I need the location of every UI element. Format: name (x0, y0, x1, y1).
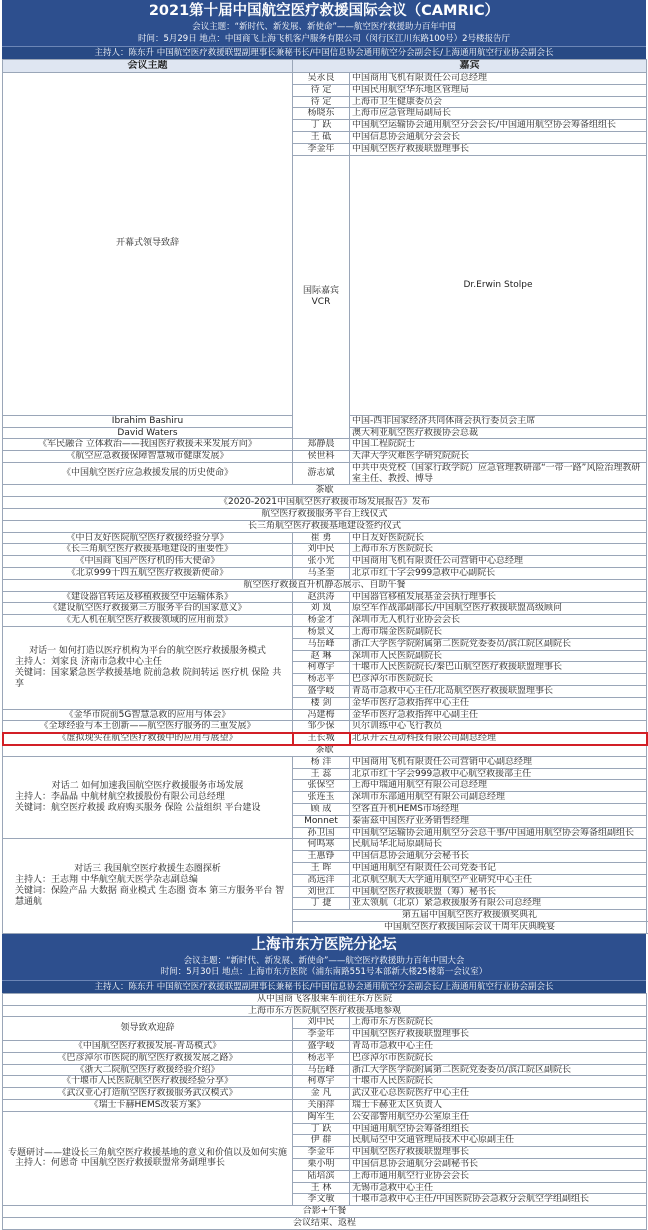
session-topic (3, 721, 293, 733)
speaker-title: 原空军作战部副部长/中国航空医疗救援联盟高级顾问 (350, 603, 647, 615)
speaker-title: 中国通用航空有限责任公司党委书记 (350, 862, 647, 874)
topic-title: 领导致欢迎辞 (120, 1023, 175, 1034)
agenda-item: 茶歇 (3, 485, 647, 497)
session-topic (3, 1017, 293, 1041)
speaker-name: 张连玉 (293, 792, 350, 804)
topic-title: 《巴彦淖尔市医院的航空医疗救援发展之路》 (57, 1052, 238, 1063)
speaker-row (3, 1088, 647, 1100)
speaker-title: 天津大学灾难医学研究院院长 (350, 451, 647, 463)
agenda-item-row (3, 520, 647, 532)
speaker-name: 游志斌 (293, 462, 350, 485)
speaker-row (3, 839, 647, 851)
speaker-row (3, 1076, 647, 1088)
session-topic (3, 756, 293, 839)
speaker-title: 金华市医疗急救指挥中心主任 (350, 697, 647, 709)
session-topic (3, 839, 293, 933)
speaker-name: Dr.Erwin Stolpe (350, 155, 647, 415)
speaker-name: 关丽萍 (293, 1099, 350, 1111)
session-topic (3, 462, 293, 485)
speaker-name: 顾 成 (293, 804, 350, 816)
topic-title: 《建设航空医疗救援第三方服务平台的国家意义》 (48, 603, 247, 614)
speaker-name: 崔 勇 (293, 532, 350, 544)
speaker-row (3, 439, 647, 451)
agenda-item: 航空医疗救援服务平台上线仪式 (3, 509, 647, 521)
speaker-title: 无锡市急救中心主任 (350, 1182, 647, 1194)
speaker-name: 王 蕊 (293, 768, 350, 780)
speaker-name: 杨志平 (293, 674, 350, 686)
speaker-name: 孙卫国 (293, 827, 350, 839)
agenda-item-row (3, 1005, 647, 1017)
speaker-title: 中国航空医疗救援联盟（筹）秘书长 (350, 886, 647, 898)
speaker-name: 陆培滨 (293, 1170, 350, 1182)
agenda-item-row (3, 485, 647, 497)
speaker-name: 李文敏 (293, 1194, 350, 1206)
speaker-name: 王 砥 (293, 131, 350, 143)
speaker-title: 上海市东方医院院长 (350, 544, 647, 556)
speaker-name: 李金年 (293, 1147, 350, 1159)
speaker-name: 马圣奎 (293, 568, 350, 580)
speaker-title: 深圳市东部通用航空有限公司副总经理 (350, 792, 647, 804)
agenda-item-row (3, 509, 647, 521)
agenda-table (2, 59, 647, 934)
topic-title: 《建设器官转运及移植救援空中运输体系》 (61, 591, 233, 602)
speaker-name: 柯尊宇 (293, 1076, 350, 1088)
speaker-title: 浙江大学医学院附属第二医院党委委员/滨江院区副院长 (350, 638, 647, 650)
session-topic (3, 709, 293, 721)
speaker-title: 瑞士卡赫亚太区负责人 (350, 1099, 647, 1111)
topic-title: 对话一 如何打造以医疗机构为平台的航空医疗救援服务模式 (29, 646, 266, 657)
session-topic (3, 1052, 293, 1064)
topic-title: 《武汉亚心打造航空医疗救援服务武汉模式》 (57, 1088, 238, 1099)
speaker-title: 浙江大学医学院附属第二医院党委委员/滨江院区副院长 (350, 1064, 647, 1076)
speaker-title: 中国信息协会通航分会副秘书长 (350, 1158, 647, 1170)
speaker-name: 丁 捷 (293, 898, 350, 910)
speaker-title: 泰雷兹中国医疗业务销售经理 (350, 815, 647, 827)
speaker-name: 李金年 (293, 143, 350, 155)
speaker-row (3, 721, 647, 733)
speaker-title: 青岛市急救中心主任/北岛航空医疗救援联盟理事长 (350, 686, 647, 698)
speaker-name: 郑静晨 (293, 439, 350, 451)
speaker-title: 上海市卫生健康委员会 (350, 96, 647, 108)
session-topic (3, 1088, 293, 1100)
agenda-item: 中国航空医疗救援国际会议十周年庆典晚宴 (293, 921, 647, 933)
speaker-row (3, 733, 647, 745)
speaker-name: 刘 岚 (293, 603, 350, 615)
speaker-name: 侯世科 (293, 451, 350, 463)
speaker-name: 马岳峰 (293, 1064, 350, 1076)
topic-title: 《中国航空医疗应急救援发展的历史使命》 (61, 468, 233, 479)
agenda-item: 合影+午餐 (3, 1206, 647, 1218)
speaker-title: 民航局空中交通管理局技术中心原副主任 (350, 1135, 647, 1147)
speaker-title: 中国商用飞机有限责任公司营销中心总经理 (350, 556, 647, 568)
speaker-name: 马岳峰 (293, 638, 350, 650)
speaker-row (3, 544, 647, 556)
speaker-title: 巴彦淖尔市医院院长 (350, 1052, 647, 1064)
session-topic (3, 1040, 293, 1052)
speaker-name: 盛学岐 (293, 1040, 350, 1052)
session-topic (3, 439, 293, 451)
speaker-row (3, 1111, 647, 1123)
speaker-name: 楼 剑 (293, 697, 350, 709)
session-topic (293, 155, 350, 439)
speaker-title: 深圳市无人机行业协会会长 (350, 615, 647, 627)
topic-title: 对话二 如何加速我国航空医疗救援服务市场发展 (51, 781, 244, 792)
agenda-item: 茶歇 (3, 745, 647, 757)
speaker-title: 上海中瑞通用航空有限公司总经理 (350, 780, 647, 792)
topic-detail: 主持人：何恩奇 中国航空医疗救援联盟常务副理事长 (15, 1158, 225, 1169)
conference-title: 2021第十届中国航空医疗救援国际会议（CAMRIC） (148, 3, 500, 19)
conference-theme: 会议主题：“新时代、新发展、新使命”——航空医疗救援助力百年中国 (192, 22, 456, 32)
topic-title: 《瑞士卡赫HEMS改装方案》 (89, 1099, 206, 1110)
speaker-row (3, 756, 647, 768)
speaker-title: 中国工程院院士 (350, 439, 647, 451)
speaker-title: 中国航空医疗救援联盟理事长 (350, 1147, 647, 1159)
conference-hosts: 主持人：陈东升 中国航空医疗救援联盟副理事长兼秘书长/中国信息协会通用航空分会副会长/上海通用航空行业协会副会长 (2, 46, 646, 59)
speaker-title: 十堰市人民医院院长/秦巴山航空医疗救援联盟理事长 (350, 662, 647, 674)
speaker-row (3, 627, 647, 639)
speaker-title: 中国航空运输协会通用航空分会会长/中国通用航空协会筹备组组长 (350, 120, 647, 132)
speaker-name: 栗小明 (293, 1158, 350, 1170)
topic-title: 开幕式领导致辞 (115, 238, 179, 249)
speaker-title: 北京航空航天大学通用航空产业研究中心主任 (350, 874, 647, 886)
speaker-title: 中国航空运输协会通用航空分会总干事/中国通用航空协会筹备组副组长 (350, 827, 647, 839)
speaker-title: 中国商用飞机有限责任公司总经理 (350, 73, 647, 85)
speaker-name: 王惠铮 (293, 851, 350, 863)
header-topic: 会议主题 (3, 60, 293, 73)
topic-detail: 主持人：李晶晶 中航材航空救援股份有限公司总经理 (15, 792, 225, 803)
speaker-title: 公安部警用航空办公室原主任 (350, 1111, 647, 1123)
speaker-row (3, 603, 647, 615)
speaker-title: 中共中央党校（国家行政学院）应急管理教研部“一带一路”风险治理教研室主任、教授、博导 (350, 462, 647, 485)
speaker-name: 待 定 (293, 96, 350, 108)
session-topic (3, 544, 293, 556)
speaker-title: 亚太领航（北京）紧急救援服务有限公司总经理 (350, 898, 647, 910)
speaker-title: 北京市红十字会999急救中心副院长 (350, 568, 647, 580)
agenda-item-row (3, 993, 647, 1005)
topic-detail: 关键词：保险产品 大数据 商业模式 生态圈 资本 第三方服务平台 智慧通航 (15, 886, 285, 907)
speaker-row (3, 591, 647, 603)
session-topic (3, 73, 293, 416)
topic-title: 《金华市院前5G智慧急救的应用与体会》 (64, 709, 231, 720)
session-topic (3, 451, 293, 463)
speaker-row (3, 1099, 647, 1111)
speaker-title: 民航局华北局原副局长 (350, 839, 647, 851)
speaker-name: David Waters (3, 427, 293, 439)
forum-theme: 会议主题：“新时代、新发展、新使命”——航空医疗救援助力百年中国大会 (183, 955, 465, 966)
speaker-name: 柯尊宇 (293, 662, 350, 674)
speaker-name: 王 晖 (293, 862, 350, 874)
speaker-title: 中国通用航空协会筹备组组长 (350, 1123, 647, 1135)
speaker-name: 丁 跃 (293, 1123, 350, 1135)
speaker-title: 青岛市急救中心主任 (350, 1040, 647, 1052)
topic-title: 《中国商飞国产医疗机的伟大使命》 (75, 556, 220, 567)
topic-title: 《虚拟现实在航空医疗救援中的应用与展望》 (57, 733, 238, 744)
forum-time-place: 时间：5月30日 地点：上海市东方医院（浦东南路551号本部新大楼25楼第一会议室） (160, 967, 488, 978)
speaker-name: 王长城 (293, 733, 350, 745)
speaker-title: 中国器官移植发展基金会执行理事长 (350, 591, 647, 603)
topic-title: 《十堰市人民医院航空医疗救援经验分享》 (61, 1076, 233, 1087)
speaker-name: 冯建梅 (293, 709, 350, 721)
speaker-name: 李金年 (293, 1029, 350, 1041)
speaker-name: 吴永良 (293, 73, 350, 85)
speaker-name: 王 林 (293, 1182, 350, 1194)
agenda-item: 航空医疗救援直升机静态展示、自助午餐 (3, 579, 647, 591)
speaker-name: 杨景义 (293, 627, 350, 639)
topic-title: 《中国航空医疗救援发展-青岛模式》 (73, 1040, 222, 1051)
speaker-name: 待 定 (293, 84, 350, 96)
topic-title: 对话三 我国航空医疗救援生态圈探析 (74, 864, 221, 875)
session-topic (3, 1099, 293, 1111)
topic-detail: 主持人：王志翔 中华航空航天医学杂志副总编 (15, 875, 198, 886)
topic-title: 国际嘉宾VCR (302, 286, 339, 307)
speaker-name: 刘中民 (293, 544, 350, 556)
agenda-item-row (3, 745, 647, 757)
session-topic (3, 615, 293, 627)
topic-title: 《无人机在航空医疗救援领域的应用前景》 (61, 615, 233, 626)
speaker-name: Monnet (293, 815, 350, 827)
session-topic (3, 733, 293, 745)
speaker-name: 邹少保 (293, 721, 350, 733)
speaker-title: 中日友好医院院长 (350, 532, 647, 544)
speaker-title: 巴彦淖尔市医院院长 (350, 674, 647, 686)
speaker-name: 杨志平 (293, 1052, 350, 1064)
speaker-row (3, 532, 647, 544)
speaker-name: 张保空 (293, 780, 350, 792)
speaker-name: 赵 琳 (293, 650, 350, 662)
topic-title: 专题研讨——建设长三角航空医疗救援基地的意义和价值以及如何实施 (7, 1147, 287, 1158)
topic-title: 《全球经验与本土创新——航空医疗服务的三重发展》 (39, 721, 256, 732)
forum-body (3, 993, 647, 1229)
speaker-name: Ibrahim Bashiru (3, 415, 293, 427)
speaker-name: 杨晓东 (293, 108, 350, 120)
agenda-item-row (3, 1206, 647, 1218)
conference-banner (2, 0, 646, 46)
conference-time-place: 时间：5月29日 地点：中国商飞上海飞机客户服务有限公司（闵行区江川东路100号）2号楼报告厅 (137, 33, 511, 44)
topic-detail: 关键词：国家紧急医学救援基地 院前急救 院间转运 医疗机 保险 共享 (15, 667, 282, 689)
speaker-row (3, 451, 647, 463)
speaker-name: 赵洪涛 (293, 591, 350, 603)
speaker-name: 刘中民 (293, 1017, 350, 1029)
speaker-title: 北京市红十字会999急救中心航空救援部主任 (350, 768, 647, 780)
session-topic (3, 1064, 293, 1076)
speaker-row (3, 1052, 647, 1064)
agenda-page (2, 0, 646, 1230)
speaker-row (3, 568, 647, 580)
topic-detail: 关键词：航空医疗救援 政府购买服务 保险 公益组织 平台建设 (15, 803, 261, 813)
session-topic (3, 591, 293, 603)
speaker-title: 上海市应急管理局副局长 (350, 108, 647, 120)
speaker-name: 刘世江 (293, 886, 350, 898)
agenda-item: 长三角航空医疗救援基地建设签约仪式 (3, 520, 647, 532)
session-topic (3, 603, 293, 615)
speaker-name: 伊 群 (293, 1135, 350, 1147)
speaker-row (3, 1017, 647, 1029)
speaker-name: 陶军生 (293, 1111, 350, 1123)
forum-banner (2, 934, 646, 980)
agenda-item: 上海市东方医院航空医疗救援基地参观 (3, 1005, 647, 1017)
speaker-title: 金华市医疗急救指挥中心副主任 (350, 709, 647, 721)
speaker-title: 中国商用飞机有限责任公司营销中心副总经理 (350, 756, 647, 768)
speaker-title: 空客直升机HEMS市场经理 (350, 804, 647, 816)
speaker-name: 盛学岐 (293, 686, 350, 698)
speaker-row (3, 73, 647, 85)
speaker-title: 上海市东方医院院长 (350, 1017, 647, 1029)
agenda-body (3, 73, 647, 934)
topic-detail: 主持人：刘家良 济南市急救中心主任 (15, 657, 162, 668)
speaker-name: 丁 跃 (293, 120, 350, 132)
speaker-title: 中国航空医疗救援联盟理事长 (350, 143, 647, 155)
speaker-title: 中国民用航空华东地区管理局 (350, 84, 647, 96)
speaker-title: 中国信息协会通航分会会长 (350, 131, 647, 143)
speaker-title: 贝尔训练中心飞行教员 (350, 721, 647, 733)
forum-title: 上海市东方医院分论坛 (251, 936, 397, 953)
session-topic (3, 556, 293, 568)
speaker-title: 北京开云互动科技有限公司副总经理 (350, 733, 647, 745)
agenda-item: 从中国商飞客服乘车前往东方医院 (3, 993, 647, 1005)
session-topic (3, 1076, 293, 1088)
agenda-item: 《2020-2021中国航空医疗救援市场发展报告》发布 (3, 497, 647, 509)
speaker-title: 中国-西非国家经济共同体商会执行委员会主席 (350, 415, 647, 427)
speaker-title: 中国航空医疗救援联盟理事长 (350, 1029, 647, 1041)
session-topic (3, 568, 293, 580)
session-topic (3, 532, 293, 544)
topic-title: 《浙大二院航空医疗救援经验介绍》 (75, 1064, 220, 1075)
session-topic (3, 627, 293, 710)
speaker-name: 杨 洋 (293, 756, 350, 768)
speaker-title: 中国信息协会通航分会秘书长 (350, 851, 647, 863)
topic-title: 《北京999十四五航空医疗救援新使命》 (66, 568, 229, 579)
speaker-title: 上海市通用航空行业协会会长 (350, 1170, 647, 1182)
speaker-name: 金 凡 (293, 1088, 350, 1100)
topic-title: 《长三角航空医疗救援基地建设的重要性》 (61, 544, 233, 555)
speaker-row (3, 462, 647, 485)
speaker-title: 深圳市人民医院副院长 (350, 650, 647, 662)
speaker-name: 杨金才 (293, 615, 350, 627)
agenda-item-row (3, 579, 647, 591)
speaker-name: 何鸣寒 (293, 839, 350, 851)
speaker-row (3, 1064, 647, 1076)
speaker-row (3, 615, 647, 627)
topic-title: 《航空应急救援保障智慧城市健康发展》 (66, 451, 229, 462)
agenda-item: 会议结束、返程 (3, 1217, 647, 1229)
speaker-name: 高远洋 (293, 874, 350, 886)
speaker-title: 上海市瑞金医院副院长 (350, 627, 647, 639)
speaker-row (3, 556, 647, 568)
agenda-item-row (3, 1217, 647, 1229)
speaker-row (3, 709, 647, 721)
topic-title: 《中日友好医院航空医疗救援经验分享》 (66, 532, 229, 543)
speaker-title: 澳大利亚航空医疗救援协会总裁 (350, 427, 647, 439)
speaker-title: 十堰市人民医院院长 (350, 1076, 647, 1088)
header-guest: 嘉宾 (293, 60, 647, 73)
agenda-item-row (3, 497, 647, 509)
speaker-row (3, 1040, 647, 1052)
session-topic (3, 1111, 293, 1205)
speaker-title: 武汉亚心总医院医疗中心主任 (350, 1088, 647, 1100)
agenda-item: 第五届中国航空医疗救援颁奖典礼 (293, 910, 647, 922)
forum-hosts: 主持人：陈东升 中国航空医疗救援联盟副理事长兼秘书长/中国信息协会通用航空分会副会长/上海通用航空行业协会副会长 (2, 980, 646, 993)
forum-table (2, 993, 647, 1230)
topic-title: 《军民融合 立体救治——我国医疗救援未来发展方向》 (38, 439, 257, 450)
speaker-title: 十堰市急救中心主任/中国医院协会急救分会航空学组副组长 (350, 1194, 647, 1206)
speaker-name: 张小光 (293, 556, 350, 568)
